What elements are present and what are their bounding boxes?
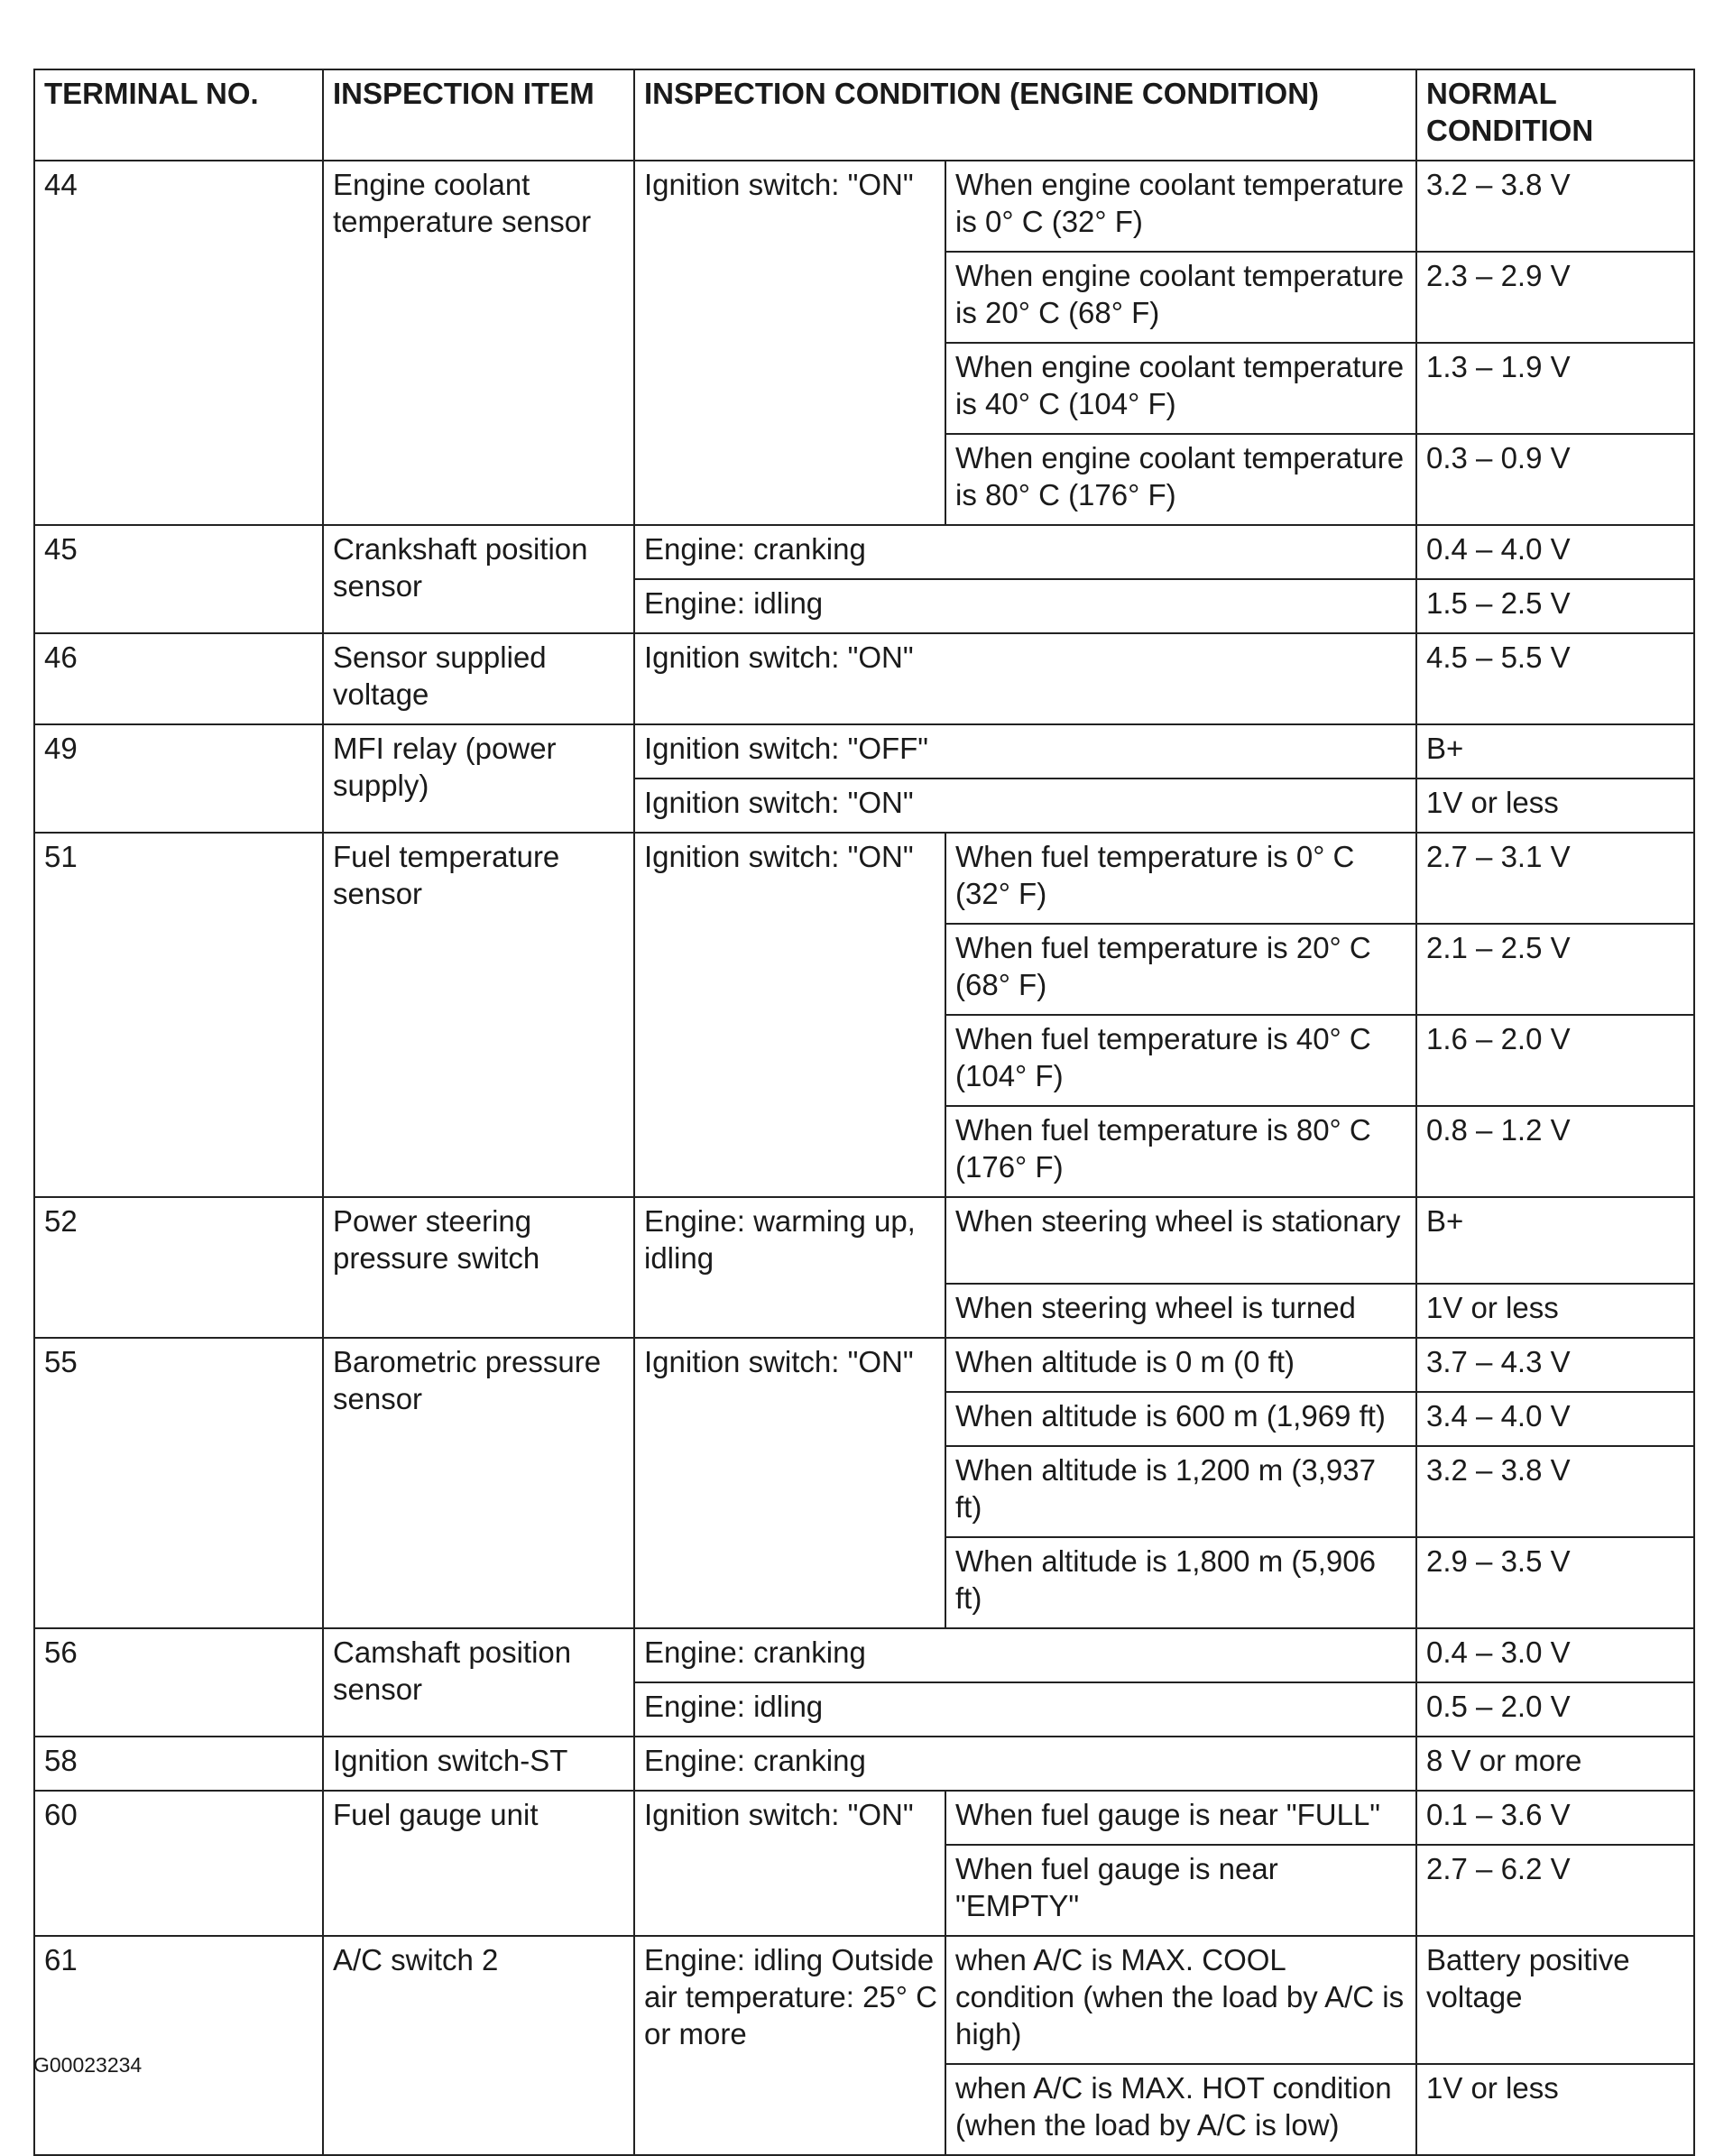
terminal-cell: 58	[34, 1737, 323, 1791]
table-row	[34, 833, 1694, 924]
detail-cell: When fuel gauge is near "FULL"	[945, 1791, 1416, 1845]
terminal-cell: 60	[34, 1791, 323, 1936]
terminal-cell: 52	[34, 1197, 323, 1338]
header-terminal-no: TERMINAL NO.	[34, 69, 323, 161]
detail-cell: When fuel temperature is 40° C (104° F)	[945, 1015, 1416, 1106]
condition-cell: Ignition switch: "ON"	[634, 779, 1416, 833]
condition-cell: Ignition switch: "OFF"	[634, 724, 1416, 779]
table-row	[34, 1338, 1694, 1392]
header-row	[34, 69, 1694, 161]
item-cell: Barometric pressure sensor	[323, 1338, 634, 1628]
detail-cell: When altitude is 1,800 m (5,906 ft)	[945, 1537, 1416, 1628]
item-cell: Camshaft position sensor	[323, 1628, 634, 1737]
table-row	[34, 1197, 1694, 1284]
terminal-cell: 55	[34, 1338, 323, 1628]
terminal-cell: 46	[34, 633, 323, 724]
table-row	[34, 724, 1694, 779]
condition-cell: Ignition switch: "ON"	[634, 633, 1416, 724]
normal-cell: 0.4 – 4.0 V	[1416, 525, 1694, 579]
table-row	[34, 1737, 1694, 1791]
table-row	[34, 1791, 1694, 1845]
normal-cell: Battery positive voltage	[1416, 1936, 1694, 2064]
terminal-cell: 51	[34, 833, 323, 1197]
header-normal-condition: NORMAL CONDITION	[1416, 69, 1694, 161]
condition-cell: Engine: cranking	[634, 525, 1416, 579]
detail-cell: when A/C is MAX. COOL condition (when the load by A/C is high)	[945, 1936, 1416, 2064]
item-cell: Fuel gauge unit	[323, 1791, 634, 1936]
condition-cell: Engine: idling Outside air temperature: 25° C or more	[634, 1936, 945, 2155]
normal-cell: B+	[1416, 1197, 1694, 1284]
detail-cell: When fuel temperature is 0° C (32° F)	[945, 833, 1416, 924]
normal-cell: B+	[1416, 724, 1694, 779]
normal-cell: 1V or less	[1416, 2064, 1694, 2155]
detail-cell: When engine coolant temperature is 40° C (104° F)	[945, 343, 1416, 434]
item-cell: Fuel temperature sensor	[323, 833, 634, 1197]
detail-cell: When fuel temperature is 80° C (176° F)	[945, 1106, 1416, 1197]
normal-cell: 0.4 – 3.0 V	[1416, 1628, 1694, 1682]
normal-cell: 8 V or more	[1416, 1737, 1694, 1791]
condition-cell: Ignition switch: "ON"	[634, 1338, 945, 1628]
condition-cell: Engine: cranking	[634, 1628, 1416, 1682]
normal-cell: 2.7 – 3.1 V	[1416, 833, 1694, 924]
normal-cell: 1.6 – 2.0 V	[1416, 1015, 1694, 1106]
item-cell: Power steering pressure switch	[323, 1197, 634, 1338]
detail-cell: When steering wheel is stationary	[945, 1197, 1416, 1284]
header-inspection-item: INSPECTION ITEM	[323, 69, 634, 161]
normal-cell: 1V or less	[1416, 1284, 1694, 1338]
normal-cell: 2.1 – 2.5 V	[1416, 924, 1694, 1015]
normal-cell: 2.3 – 2.9 V	[1416, 252, 1694, 343]
detail-cell: When engine coolant temperature is 80° C (176° F)	[945, 434, 1416, 525]
normal-cell: 2.9 – 3.5 V	[1416, 1537, 1694, 1628]
normal-cell: 3.2 – 3.8 V	[1416, 1446, 1694, 1537]
detail-cell: When fuel temperature is 20° C (68° F)	[945, 924, 1416, 1015]
normal-cell: 1.5 – 2.5 V	[1416, 579, 1694, 633]
item-cell: Crankshaft position sensor	[323, 525, 634, 633]
condition-cell: Ignition switch: "ON"	[634, 833, 945, 1197]
item-cell: Ignition switch-ST	[323, 1737, 634, 1791]
condition-cell: Ignition switch: "ON"	[634, 1791, 945, 1936]
table-row	[34, 525, 1694, 579]
terminal-cell: 61	[34, 1936, 323, 2155]
item-cell: Engine coolant temperature sensor	[323, 161, 634, 525]
normal-cell: 3.4 – 4.0 V	[1416, 1392, 1694, 1446]
normal-cell: 2.7 – 6.2 V	[1416, 1845, 1694, 1936]
item-cell: A/C switch 2	[323, 1936, 634, 2155]
detail-cell: When engine coolant temperature is 0° C (32° F)	[945, 161, 1416, 252]
detail-cell: When steering wheel is turned	[945, 1284, 1416, 1338]
inspection-table	[33, 69, 1695, 2156]
figure-code: G00023234	[33, 2053, 143, 2077]
normal-cell: 3.7 – 4.3 V	[1416, 1338, 1694, 1392]
inspection-sheet	[33, 69, 1693, 2156]
normal-cell: 0.1 – 3.6 V	[1416, 1791, 1694, 1845]
terminal-cell: 45	[34, 525, 323, 633]
normal-cell: 0.8 – 1.2 V	[1416, 1106, 1694, 1197]
condition-cell: Engine: idling	[634, 1682, 1416, 1737]
condition-cell: Engine: cranking	[634, 1737, 1416, 1791]
normal-cell: 4.5 – 5.5 V	[1416, 633, 1694, 724]
normal-cell: 0.5 – 2.0 V	[1416, 1682, 1694, 1737]
item-cell: MFI relay (power supply)	[323, 724, 634, 833]
normal-cell: 1V or less	[1416, 779, 1694, 833]
table-row	[34, 1936, 1694, 2064]
detail-cell: When altitude is 1,200 m (3,937 ft)	[945, 1446, 1416, 1537]
table-row	[34, 633, 1694, 724]
table-row	[34, 1628, 1694, 1682]
normal-cell: 0.3 – 0.9 V	[1416, 434, 1694, 525]
detail-cell: When engine coolant temperature is 20° C (68° F)	[945, 252, 1416, 343]
condition-cell: Engine: idling	[634, 579, 1416, 633]
condition-cell: Ignition switch: "ON"	[634, 161, 945, 525]
table-row	[34, 161, 1694, 252]
header-inspection-condition: INSPECTION CONDITION (ENGINE CONDITION)	[634, 69, 1416, 161]
detail-cell: When altitude is 600 m (1,969 ft)	[945, 1392, 1416, 1446]
normal-cell: 1.3 – 1.9 V	[1416, 343, 1694, 434]
normal-cell: 3.2 – 3.8 V	[1416, 161, 1694, 252]
terminal-cell: 56	[34, 1628, 323, 1737]
detail-cell: When altitude is 0 m (0 ft)	[945, 1338, 1416, 1392]
terminal-cell: 49	[34, 724, 323, 833]
condition-cell: Engine: warming up, idling	[634, 1197, 945, 1338]
detail-cell: When fuel gauge is near "EMPTY"	[945, 1845, 1416, 1936]
terminal-cell: 44	[34, 161, 323, 525]
detail-cell: when A/C is MAX. HOT condition (when the load by A/C is low)	[945, 2064, 1416, 2155]
item-cell: Sensor supplied voltage	[323, 633, 634, 724]
